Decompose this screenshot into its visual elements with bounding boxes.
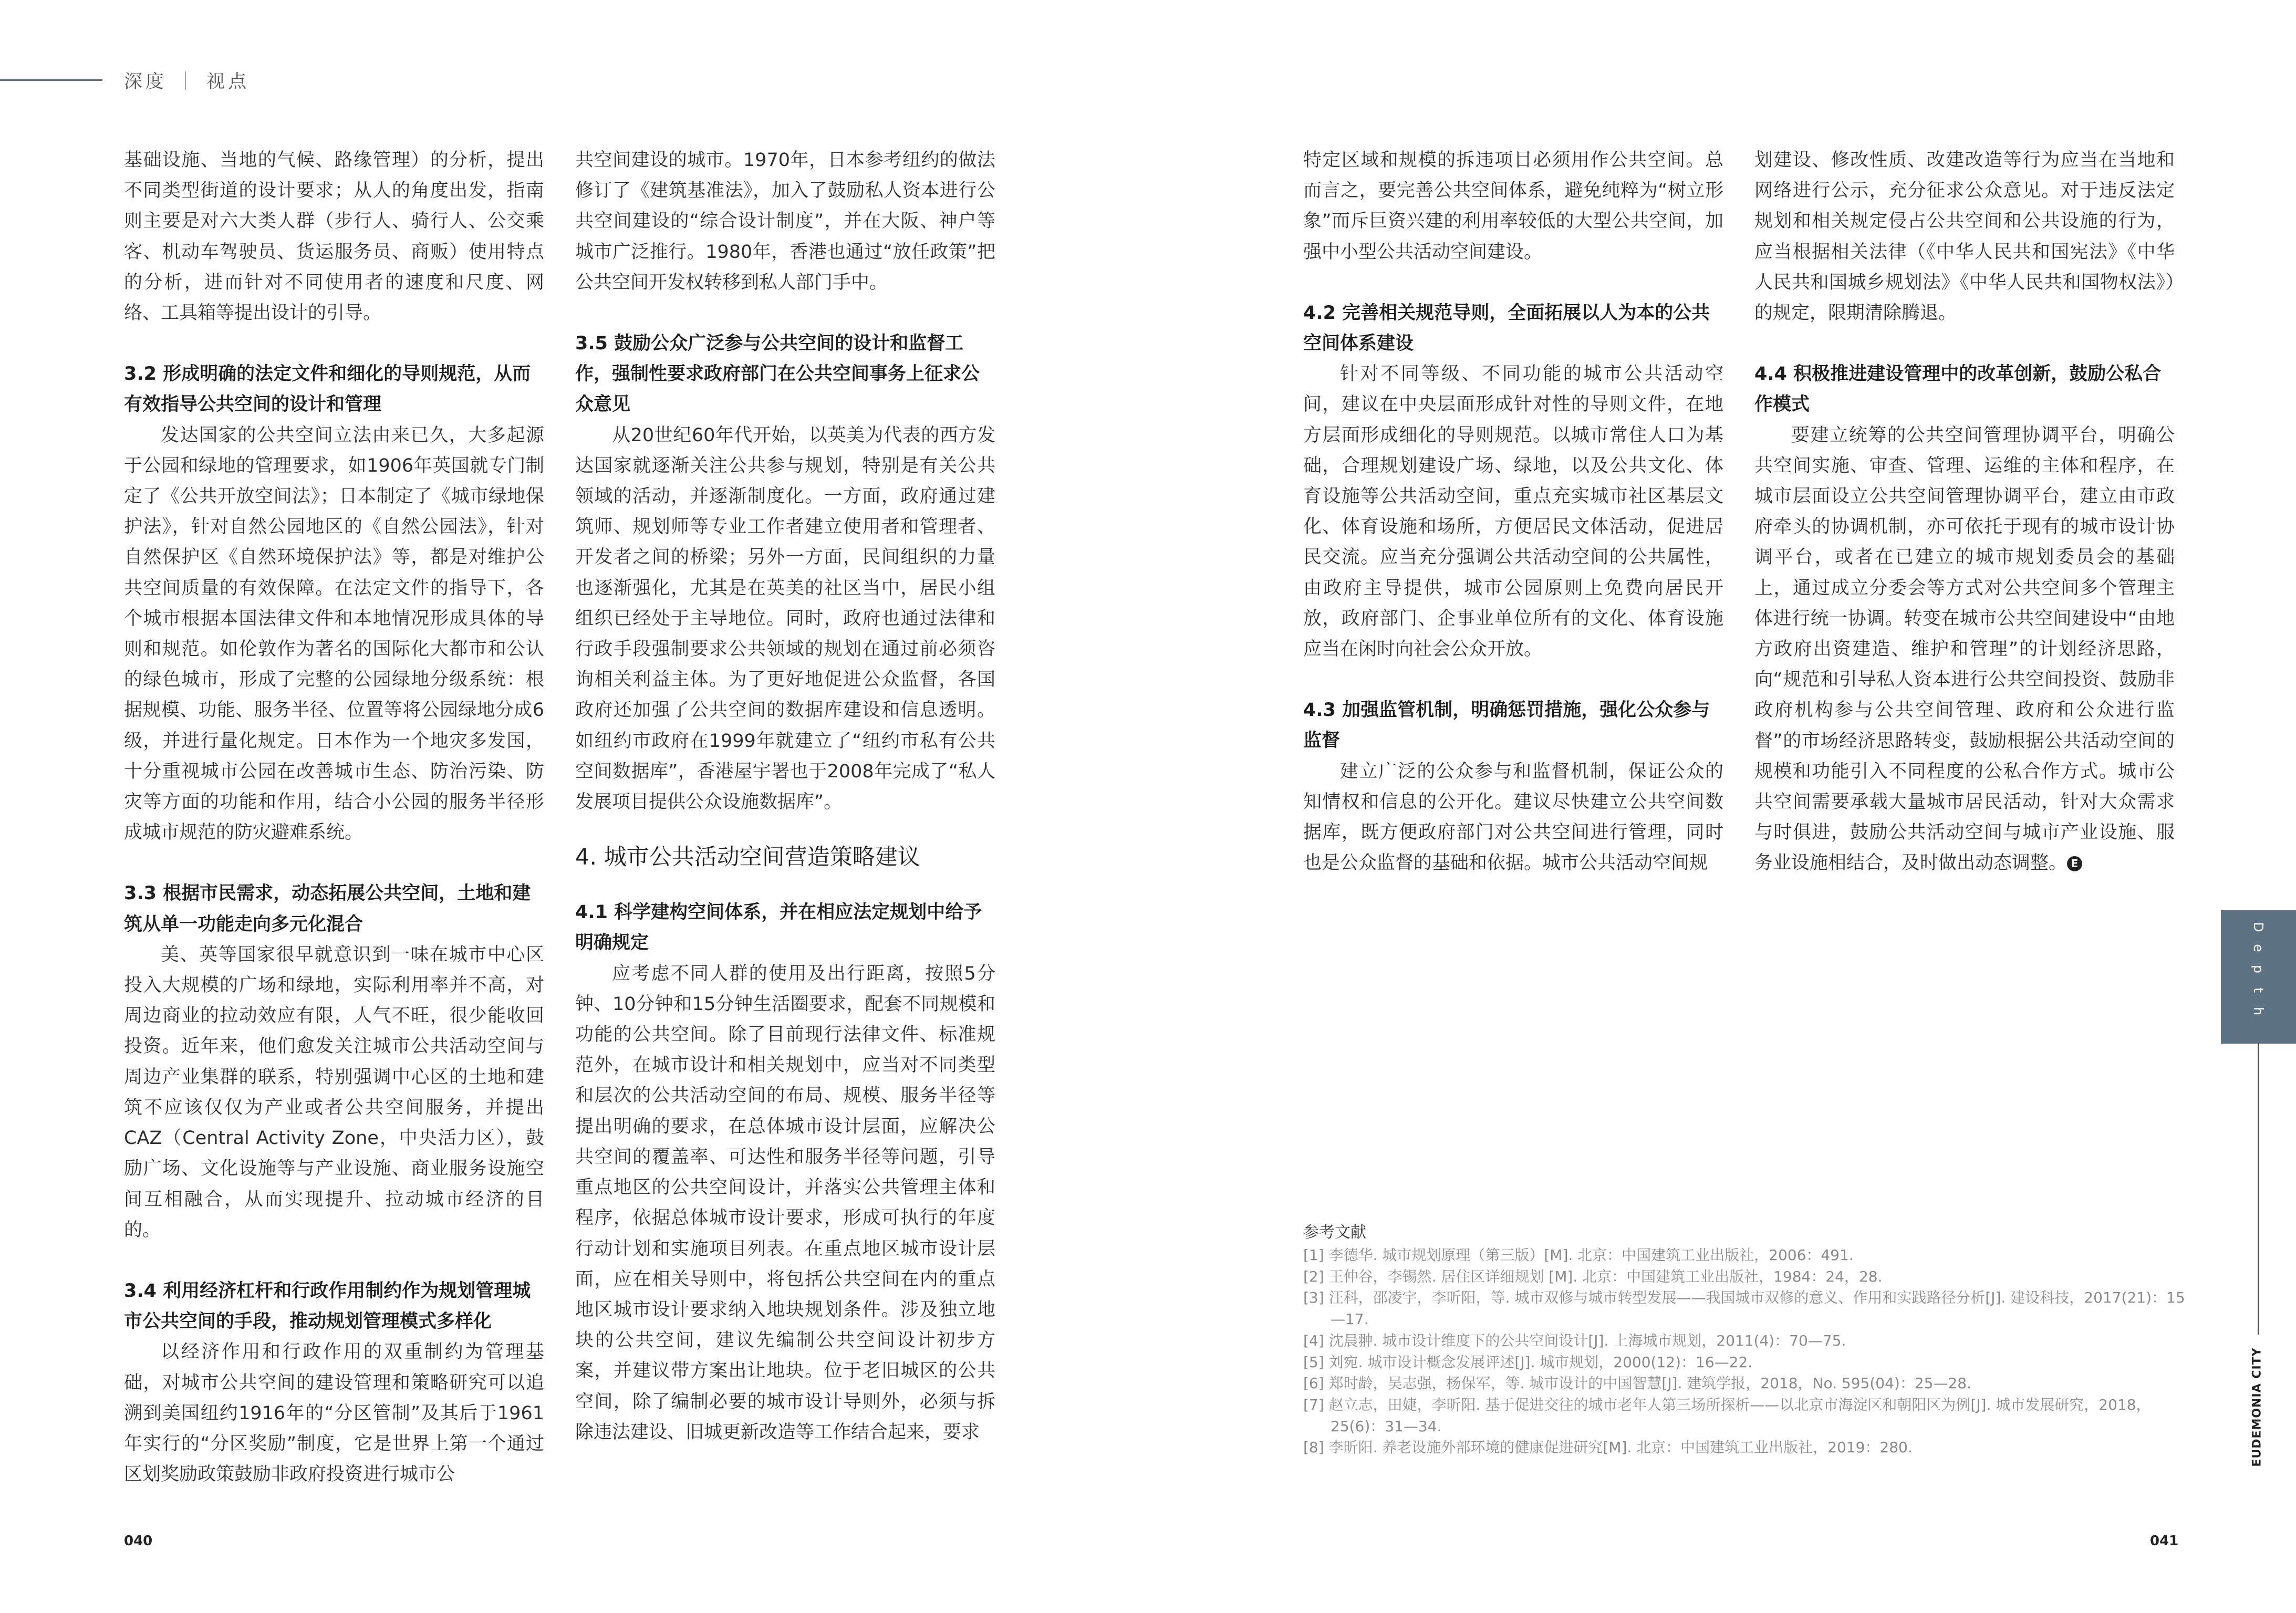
text-column-3: [1303, 145, 1723, 878]
magazine-brand: EUDEMONIA CITY: [2250, 1347, 2264, 1467]
side-rule: [2258, 1043, 2259, 1335]
section-header: 深度 ｜ 视点: [124, 71, 250, 92]
paragraph: 基础设施、当地的气候、路缘管理）的分析，提出不同类型街道的设计要求；从人的角度出发，指南则主要是对六大类人群（步行人、骑行人、公交乘客、机动车驾驶员、货运服务员、商贩）使用特点的分析，进而针对不同使用者的速度和尺度、网络、工具箱等提出设计的引导。: [124, 150, 544, 324]
paragraph: 共空间建设的城市。1970年，日本参考纽约的做法修订了《建筑基准法》，加入了鼓励私人资本进行公共空间建设的“综合设计制度”，并在大阪、神户等城市广泛推行。1980年，香港也通过“放任政策”把公共空间开发权转移到私人部门手中。: [575, 150, 995, 293]
section-heading-4-2: 4.2 完善相关规范导则，全面拓展以人为本的公共空间体系建设: [1303, 302, 1710, 355]
paragraph: 应考虑不同人群的使用及出行距离，按照5分钟、10分钟和15分钟生活圈要求，配套不同规模和功能的公共空间。除了目前现行法律文件、标准规范外，在城市设计和相关规划中，应当对不同类型和层次的公共活动空间的布局、规模、服务半径等提出明确的要求，在总体城市设计层面，应解决公共空间的覆盖率、可达性和服务半径等问题，引导重点地区的公共空间设计，并落实公共管理主体和程序，依据总体城市设计要求，形成可执行的年度行动计划和实施项目列表。在重点地区城市设计层面，应在相关导则中，将包括公共空间在内的重点地区城市设计要求纳入地块规划条件。涉及独立地块的公共空间，建议先编制公共空间设计初步方案，并建议带方案出让地块。位于老旧城区的公共空间，除了编制必要的城市设计导则外，必须与拆除违法建设、旧城更新改造等工作结合起来，要求: [575, 963, 995, 1443]
paragraph: 针对不同等级、不同功能的城市公共活动空间，建议在中央层面形成针对性的导则文件，在地方层面形成细化的导则规范。以城市常住人口为基础，合理规划建设广场、绿地，以及公共文化、体育设施等公共活动空间，重点充实城市社区基层文化、体育设施和场所，方便居民文体活动，促进居民交流。应当充分强调公共活动空间的公共属性，由政府主导提供，城市公园原则上免费向居民开放，政府部门、企事业单位所有的文化、体育设施应当在闲时向社会公众开放。: [1303, 363, 1723, 660]
reference-item: [4] 沈晨翀. 城市设计维度下的公共空间设计[J]. 上海城市规划，2011(4)：70—75.: [1303, 1331, 1846, 1349]
references-title: 参考文献: [1303, 1223, 1366, 1242]
reference-item: [5] 刘宛. 城市设计概念发展评述[J]. 城市规划，2000(12)：16—22.: [1303, 1353, 1753, 1371]
page-number-right: 041: [2150, 1533, 2179, 1549]
end-of-article-mark: E: [2067, 856, 2082, 871]
section-heading-3-5: 3.5 鼓励公众广泛参与公共空间的设计和监督工作，强制性要求政府部门在公共空间事务上征求公众意见: [575, 333, 980, 415]
side-tab-label: D e p t h: [2251, 922, 2266, 1015]
text-column-4: [1754, 145, 2175, 879]
reference-item: [8] 李昕阳. 养老设施外部环境的健康促进研究[M]. 北京：中国建筑工业出版社，2019：280.: [1303, 1439, 1913, 1456]
paragraph: 以经济作用和行政作用的双重制约为管理基础，对城市公共空间的建设管理和策略研究可以追溯到美国纽约1916年的“分区管制”及其后于1961年实行的“分区奖励”制度，它是世界上第一个通过区划奖励政策鼓励非政府投资进行城市公: [124, 1341, 544, 1485]
paragraph-text: 要建立统筹的公共空间管理协调平台，明确公共空间实施、审查、管理、运维的主体和程序，在城市层面设立公共空间管理协调平台，建立由市政府牵头的协调机制，亦可依托于现有的城市设计协调平台，或者在已建立的城市规划委员会的基础上，通过成立分委会等方式对公共空间多个管理主体进行统一协调。转变在城市公共空间建设中“由地方政府出资建造、维护和管理”的计划经济思路，向“规范和引导私人资本进行公共空间投资、鼓励非政府机构参与公共空间管理、政府和公众进行监督”的市场经济思路转变，鼓励根据公共活动空间的规模和功能引入不同程度的公私合作方式。城市公共空间需要承载大量城市居民活动，针对大众需求与时俱进，鼓励公共活动空间与城市产业设施、服务业设施相结合，及时做出动态调整。: [1754, 424, 2175, 874]
section-heading-3-2: 3.2 形成明确的法定文件和细化的导则规范，从而有效指导公共空间的设计和管理: [124, 363, 531, 415]
section-heading-4-3: 4.3 加强监管机制，明确惩罚措施，强化公众参与监督: [1303, 700, 1710, 752]
page-number-left: 040: [124, 1533, 153, 1549]
header-rule: [0, 79, 102, 81]
reference-item: [3] 汪科，邵凌宇，李昕阳，等. 城市双修与城市转型发展——我国城市双修的意义、作用和实践路径分析[J]. 建设科技，2017(21)：15—17.: [1303, 1289, 2185, 1328]
chapter-heading-4: 4. 城市公共活动空间营造策略建议: [575, 844, 920, 871]
paragraph: 美、英等国家很早就意识到一味在城市中心区投入大规模的广场和绿地，实际利用率并不高，对周边商业的拉动效应有限，人气不旺，很少能收回投资。近年来，他们愈发关注城市公共活动空间与周边产业集群的联系，特别强调中心区的土地和建筑不应该仅仅为产业或者公共空间服务，并提出CAZ（Central Activity Zone，中央活力区），鼓励广场、文化设施等与产业设施、商业服务设施空间互相融合，从而实现提升、拉动城市经济的目的。: [124, 944, 544, 1241]
paragraph: 从20世纪60年代开始，以英美为代表的西方发达国家就逐渐关注公共参与规划，特别是有关公共领域的活动，并逐渐制度化。一方面，政府通过建筑师、规划师等专业工作者建立使用者和管理者、开发者之间的桥梁；另外一方面，民间组织的力量也逐渐强化，尤其是在英美的社区当中，居民小组组织已经处于主导地位。同时，政府也通过法律和行政手段强制要求公共领域的规划在通过前必须咨询相关利益主体。为了更好地促进公众监督，各国政府还加强了公共空间的数据库建设和信息透明。如纽约市政府在1999年就建立了“纽约市私有公共空间数据库”，香港屋宇署也于2008年完成了“私人发展项目提供公众设施数据库”。: [575, 424, 995, 813]
section-heading-4-1: 4.1 科学建构空间体系，并在相应法定规划中给予明确规定: [575, 902, 982, 954]
reference-item: [1] 李德华. 城市规划原理（第三版）[M]. 北京：中国建筑工业出版社，2006：491.: [1303, 1246, 1854, 1264]
paragraph: 发达国家的公共空间立法由来已久，大多起源于公园和绿地的管理要求，如1906年英国就专门制定了《公共开放空间法》；日本制定了《城市绿地保护法》，针对自然公园地区的《自然公园法》，针对自然保护区《自然环境保护法》等，都是对维护公共空间质量的有效保障。在法定文件的指导下，各个城市根据本国法律文件和本地情况形成具体的导则和规范。如伦敦作为著名的国际化大都市和公认的绿色城市，形成了完整的公园绿地分级系统：根据规模、功能、服务半径、位置等将公园绿地分成6级，并进行量化规定。日本作为一个地灾多发国，十分重视城市公园在改善城市生态、防治污染、防灾等方面的功能和作用，结合小公园的服务半径形成城市规范的防灾避难系统。: [124, 424, 544, 844]
paragraph: [1754, 420, 2175, 879]
text-column-2: [575, 145, 995, 1448]
references-block: [1303, 1222, 2196, 1459]
section-heading-4-4: 4.4 积极推进建设管理中的改革创新，鼓励公私合作模式: [1754, 363, 2162, 415]
paragraph: 划建设、修改性质、改建改造等行为应当在当地和网络进行公示，充分征求公众意见。对于违反法定规划和相关规定侵占公共空间和公共设施的行为，应当根据相关法律（《中华人民共和国宪法》《中华人民共和国城乡规划法》《中华人民共和国物权法》）的规定，限期清除腾退。: [1754, 150, 2175, 324]
text-column-1: [124, 145, 544, 1490]
paragraph: 特定区域和规模的拆违项目必须用作公共空间。总而言之，要完善公共空间体系，避免纯粹为“树立形象”而斥巨资兴建的利用率较低的大型公共空间，加强中小型公共活动空间建设。: [1303, 150, 1723, 263]
paragraph: 建立广泛的公众参与和监督机制，保证公众的知情权和信息的公开化。建议尽快建立公共空间数据库，既方便政府部门对公共空间进行管理，同时也是公众监督的基础和依据。城市公共活动空间规: [1303, 761, 1723, 874]
section-heading-3-4: 3.4 利用经济杠杆和行政作用制约作为规划管理城市公共空间的手段，推动规划管理模式多样化: [124, 1280, 531, 1333]
reference-item: [7] 赵立志，田婕，李昕阳. 基于促进交往的城市老年人第三场所探析——以北京市海淀区和朝阳区为例[J]. 城市发展研究，2018，25(6)：31—34.: [1303, 1396, 2151, 1435]
reference-item: [6] 郑时龄，吴志强，杨保军，等. 城市设计的中国智慧[J]. 建筑学报，2018，No. 595(04)：25—28.: [1303, 1375, 1971, 1392]
reference-item: [2] 王仲谷，李锡然. 居住区详细规划 [M]. 北京：中国建筑工业出版社，1984：24，28.: [1303, 1267, 1883, 1285]
section-heading-3-3: 3.3 根据市民需求，动态拓展公共空间，土地和建筑从单一功能走向多元化混合: [124, 883, 531, 935]
